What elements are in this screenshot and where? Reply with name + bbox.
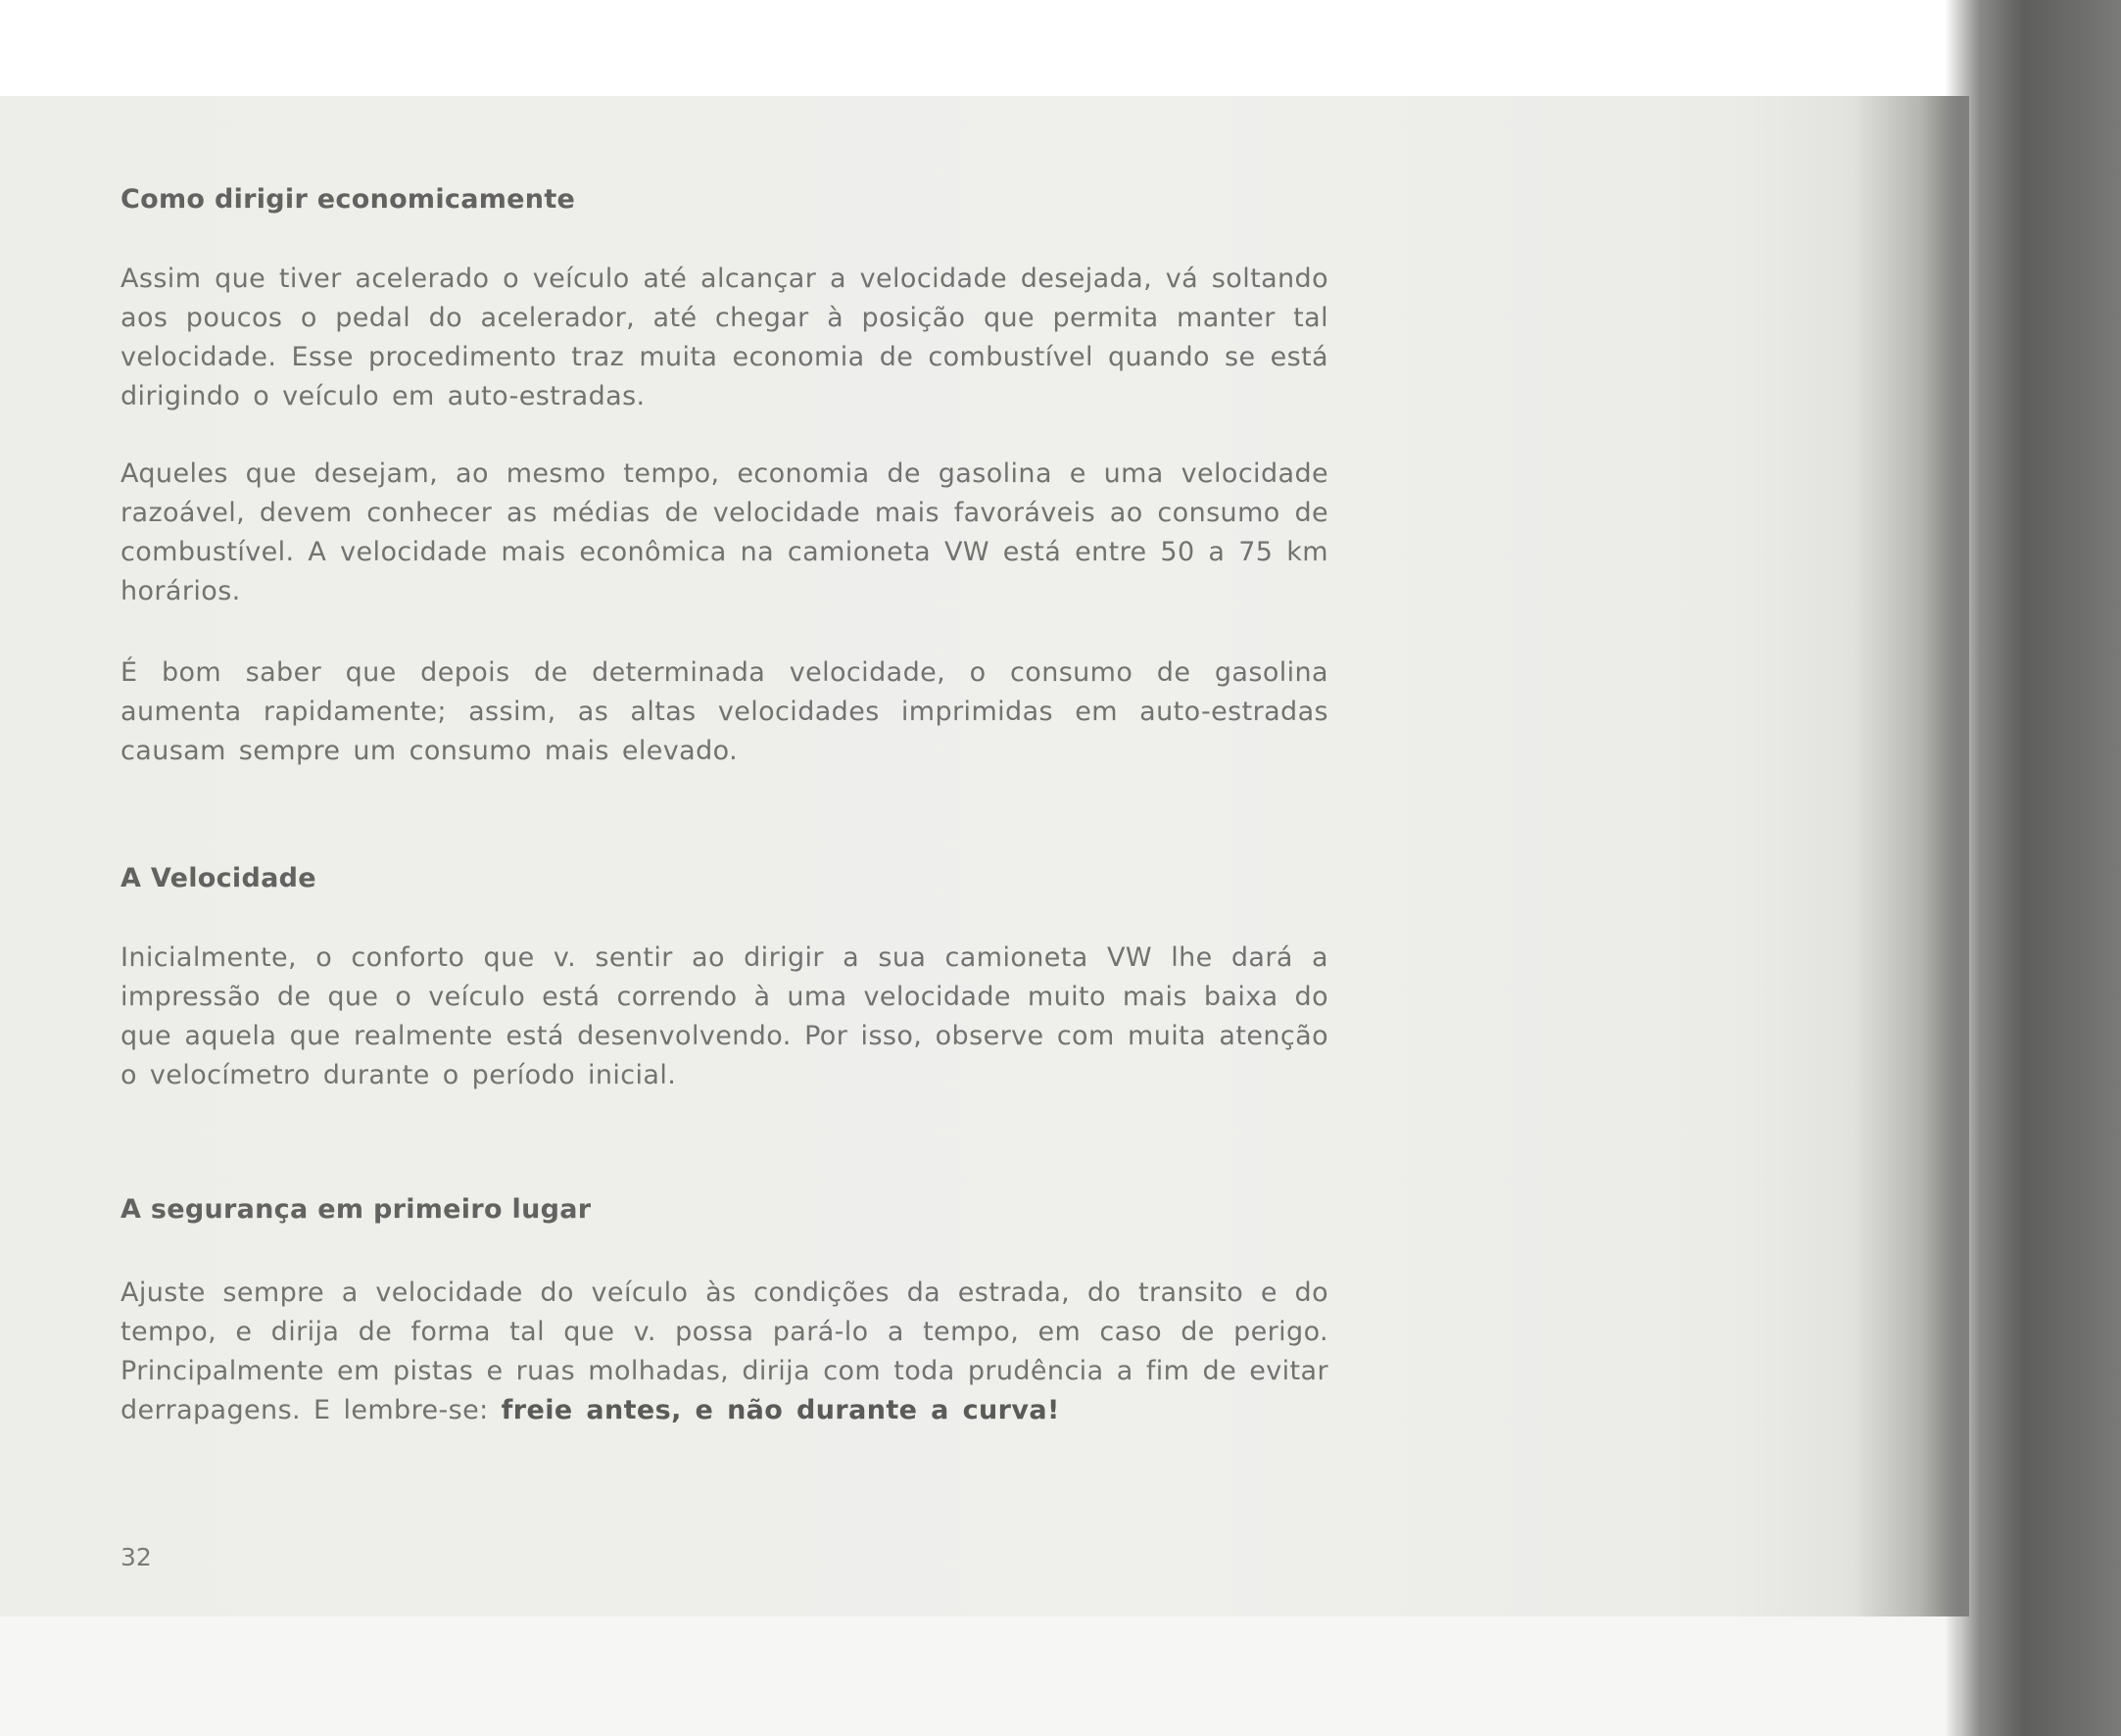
paragraph-economy-1: Assim que tiver acelerado o veículo até alcançar a velocidade desejada, vá soltando aos poucos o pedal do acelerador, até chegar à posição que permita manter tal velocidade. Esse procedimento traz muita economia de combustível quando se está dirigindo o veículo em auto-estradas. — [121, 264, 1328, 411]
page-text-column — [121, 184, 1328, 1430]
paragraph-safety-text: Ajuste sempre a velocidade do veículo às condições da estrada, do transito e do tempo, e dirija de forma tal que v. possa pará-lo a tempo, em caso de perigo. Principalmente em pistas e ruas molhadas, dirija com toda prudência a fim de evitar derrapagens. E lembre-se: — [121, 1278, 1328, 1425]
section-heading-safety: A segurança em primeiro lugar — [121, 1194, 592, 1225]
section-heading-speed: A Velocidade — [121, 863, 316, 893]
paragraph-safety — [121, 1274, 1328, 1430]
paragraph-economy-2: Aqueles que desejam, ao mesmo tempo, economia de gasolina e uma velocidade razoável, devem conhecer as médias de velocidade mais favoráveis ao consumo de combustível. A velocidade mais econômica na camioneta VW está entre 50 a 75 km horários. — [121, 458, 1328, 606]
book-binding-shadow — [1945, 0, 2121, 1736]
paragraph-safety-emphasis: freie antes, e não durante a curva! — [501, 1395, 1060, 1425]
page-number: 32 — [121, 1543, 152, 1571]
section-heading-economy: Como dirigir economicamente — [121, 184, 576, 215]
paragraph-speed: Inicialmente, o conforto que v. sentir ao dirigir a sua camioneta VW lhe dará a impressão de que o veículo está correndo à uma velocidade muito mais baixa do que aquela que realmente está desenvolvendo. Por isso, observe com muita atenção o velocímetro durante o período inicial. — [121, 942, 1328, 1090]
paragraph-economy-3: É bom saber que depois de determinada velocidade, o consumo de gasolina aumenta rapidamente; assim, as altas velocidades imprimidas em auto-estradas causam sempre um consumo mais elevado. — [121, 657, 1328, 766]
scanner-bed-margin — [0, 1616, 1959, 1736]
